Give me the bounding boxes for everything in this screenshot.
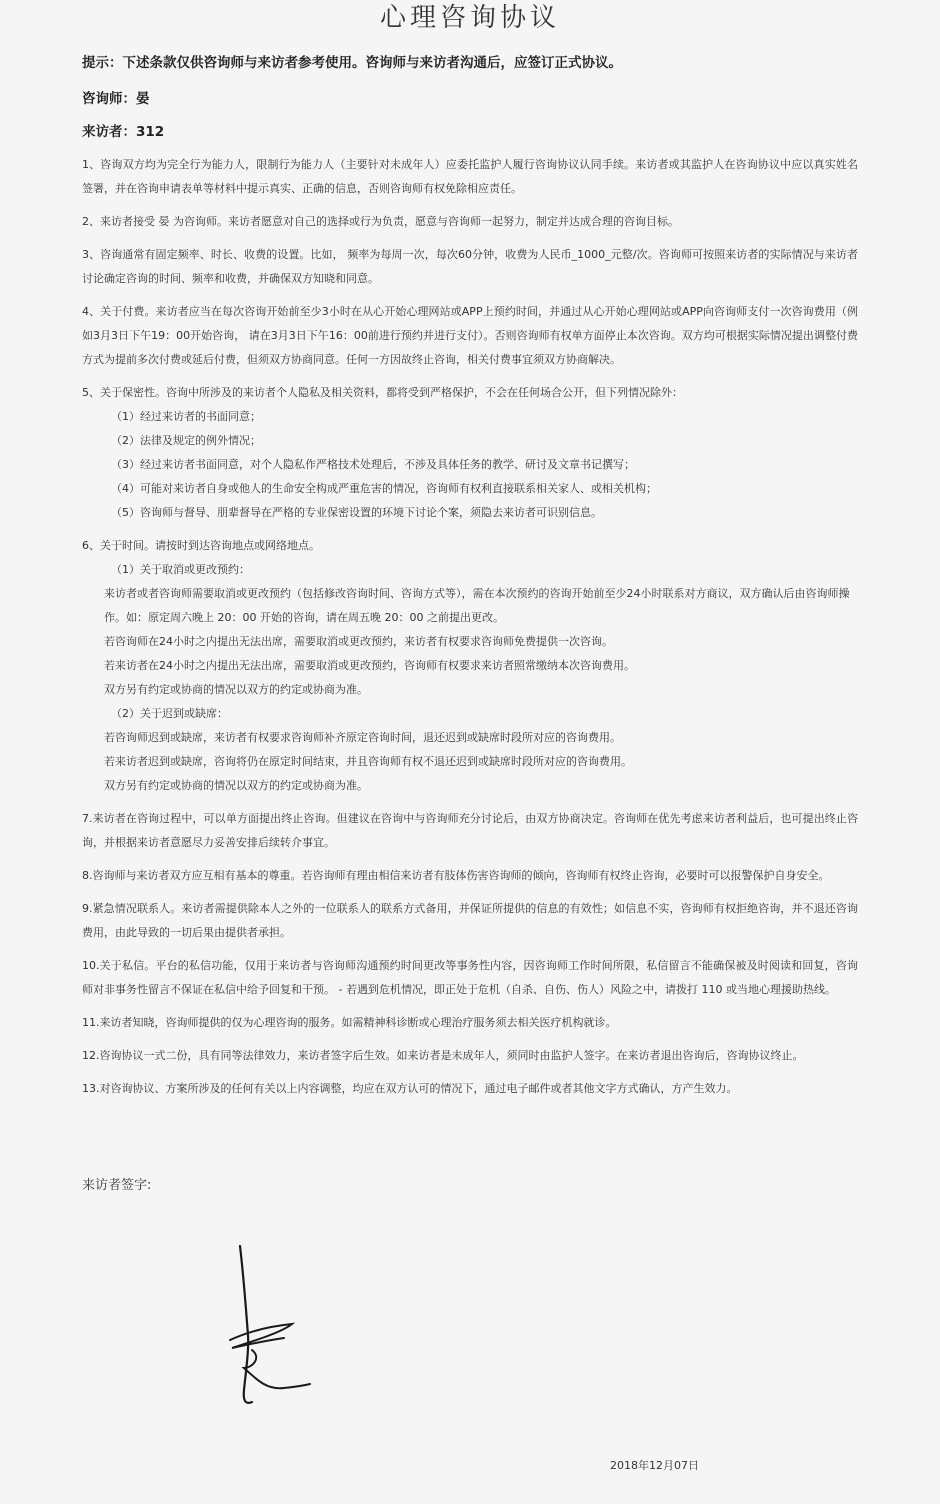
- clause-6-sub2-line: 若咨询师迟到或缺席，来访者有权要求咨询师补齐原定咨询时间，退还迟到或缺席时段所对应的咨询费用。: [104, 731, 621, 744]
- list-item: （5）咨询师与督导、朋辈督导在严格的专业保密设置的环境下讨论个案，须隐去来访者可识别信息。: [111, 506, 602, 519]
- clause-6-sub1-line: 双方另有约定或协商的情况以双方的约定或协商为准。: [104, 683, 368, 696]
- clause-7: 7.来访者在咨询过程中，可以单方面提出终止咨询。但建议在咨询中与咨询师充分讨论后，由双方协商决定。咨询师在优先考虑来访者利益后，也可提出终止咨询，并根据来访者意愿尽力妥善安排后续转介事宜。: [82, 812, 858, 849]
- clause-6-sub2-line: 若来访者迟到或缺席，咨询将仍在原定时间结束，并且咨询师有权不退还迟到或缺席时段所对应的咨询费用。: [104, 755, 632, 768]
- list-item: （4）可能对来访者自身或他人的生命安全构成严重危害的情况，咨询师有权利直接联系相关家人、或相关机构；: [111, 482, 657, 495]
- page-title: 心理咨询协议: [379, 3, 560, 33]
- confidentiality-exceptions: [82, 405, 858, 525]
- signature-label: 来访者签字:: [82, 1178, 152, 1193]
- list-item: （1）经过来访者的书面同意；: [111, 410, 261, 423]
- clause-3: 3、咨询通常有固定频率、时长、收费的设置。比如， 频率为每周一次，每次60分钟，收费为人民币_1000_元整/次。咨询师可按照来访者的实际情况与来访者讨论确定咨询的时间、频率和收费，并确保双方知晓和同意。: [82, 248, 858, 285]
- counselor-line: 咨询师：晏: [82, 91, 150, 107]
- signature-date: 2018年12月07日: [610, 1459, 699, 1472]
- visitor-line: 来访者：312: [82, 124, 165, 140]
- clause-9: 9.紧急情况联系人。来访者需提供除本人之外的一位联系人的联系方式备用，并保证所提供的信息的有效性；如信息不实，咨询师有权拒绝咨询，并不退还咨询费用，由此导致的一切后果由提供者承担。: [82, 902, 858, 939]
- list-item: （2）法律及规定的例外情况；: [111, 434, 261, 447]
- clause-6-sub1-heading: （1）关于取消或更改预约：: [111, 563, 250, 576]
- clause-1: 1、咨询双方均为完全行为能力人，限制行为能力人（主要针对未成年人）应委托监护人履行咨询协议认同手续。来访者或其监护人在咨询协议中应以真实姓名签署，并在咨询申请表单等材料中提示真实、正确的信息，否则咨询师有权免除相应责任。: [82, 158, 858, 195]
- clause-13: 13.对咨询协议、方案所涉及的任何有关以上内容调整，均应在双方认可的情况下，通过电子邮件或者其他文字方式确认，方产生效力。: [82, 1082, 738, 1095]
- clause-4: 4、关于付费。来访者应当在每次咨询开始前至少3小时在从心开始心理网站或APP上预约时间，并通过从心开始心理网站或APP向咨询师支付一次咨询费用（例如3月3日下午19：00开始咨询， 请在3月3日下午16：00前进行预约并进行支付）。否则咨询师有权单方面停止本次咨询。双方均可根据实际情况提出调整付费方式为提前多次付费或延后付费，但须双方协商同意。任何一方因故终止咨询，相关付费事宜须双方协商解决。: [82, 305, 858, 366]
- clause-2: 2、来访者接受 晏 为咨询师。来访者愿意对自己的选择或行为负责，愿意与咨询师一起努力，制定并达成合理的咨询目标。: [82, 215, 679, 228]
- agreement-body: [82, 50, 858, 1101]
- clause-12: 12.咨询协议一式二份，具有同等法律效力，来访者签字后生效。如来访者是未成年人，须同时由监护人签字。在来访者退出咨询后，咨询协议终止。: [82, 1049, 804, 1062]
- clause-6: 6、关于时间。请按时到达咨询地点或网络地点。: [82, 539, 320, 552]
- handwritten-signature: [222, 1240, 332, 1410]
- clause-10: 10.关于私信。平台的私信功能，仅用于来访者与咨询师沟通预约时间更改等事务性内容，因咨询师工作时间所限，私信留言不能确保被及时阅读和回复，咨询师对非事务性留言不保证在私信中给予回复和干预。 - 若遇到危机情况，即正处于危机（自杀、自伤、伤人）风险之中，请拨打 110 或当地心理援助热线。: [82, 959, 858, 996]
- clause-5: 5、关于保密性。咨询中所涉及的来访者个人隐私及相关资料，都将受到严格保护，不会在任何场合公开，但下列情况除外：: [82, 386, 683, 399]
- clause-8: 8.咨询师与来访者双方应互相有基本的尊重。若咨询师有理由相信来访者有肢体伤害咨询师的倾向，咨询师有权终止咨询，必要时可以报警保护自身安全。: [82, 869, 830, 882]
- clause-6-sub2-heading: （2）关于迟到或缺席：: [111, 707, 228, 720]
- clause-6-sub1-line: 若咨询师在24小时之内提出无法出席，需要取消或更改预约，来访者有权要求咨询师免费提供一次咨询。: [104, 635, 613, 648]
- hint-text: 提示：下述条款仅供咨询师与来访者参考使用。咨询师与来访者沟通后，应签订正式协议。: [82, 55, 622, 71]
- clause-6-sub1-line: 来访者或者咨询师需要取消或更改预约（包括修改咨询时间、咨询方式等），需在本次预约的咨询开始前至少24小时联系对方商议，双方确认后由咨询师操作。如：原定周六晚上 20：00 开始的咨询，请在周五晚 20：00 之前提出更改。: [104, 587, 850, 624]
- list-item: （3）经过来访者书面同意，对个人隐私作严格技术处理后，不涉及具体任务的教学、研讨及文章书记撰写；: [111, 458, 635, 471]
- clause-6-sub1-line: 若来访者在24小时之内提出无法出席，需要取消或更改预约，咨询师有权要求来访者照常缴纳本次咨询费用。: [104, 659, 635, 672]
- clause-11: 11.来访者知晓，咨询师提供的仅为心理咨询的服务。如需精神科诊断或心理治疗服务须去相关医疗机构就诊。: [82, 1016, 617, 1029]
- clause-6-sub2-line: 双方另有约定或协商的情况以双方的约定或协商为准。: [104, 779, 368, 792]
